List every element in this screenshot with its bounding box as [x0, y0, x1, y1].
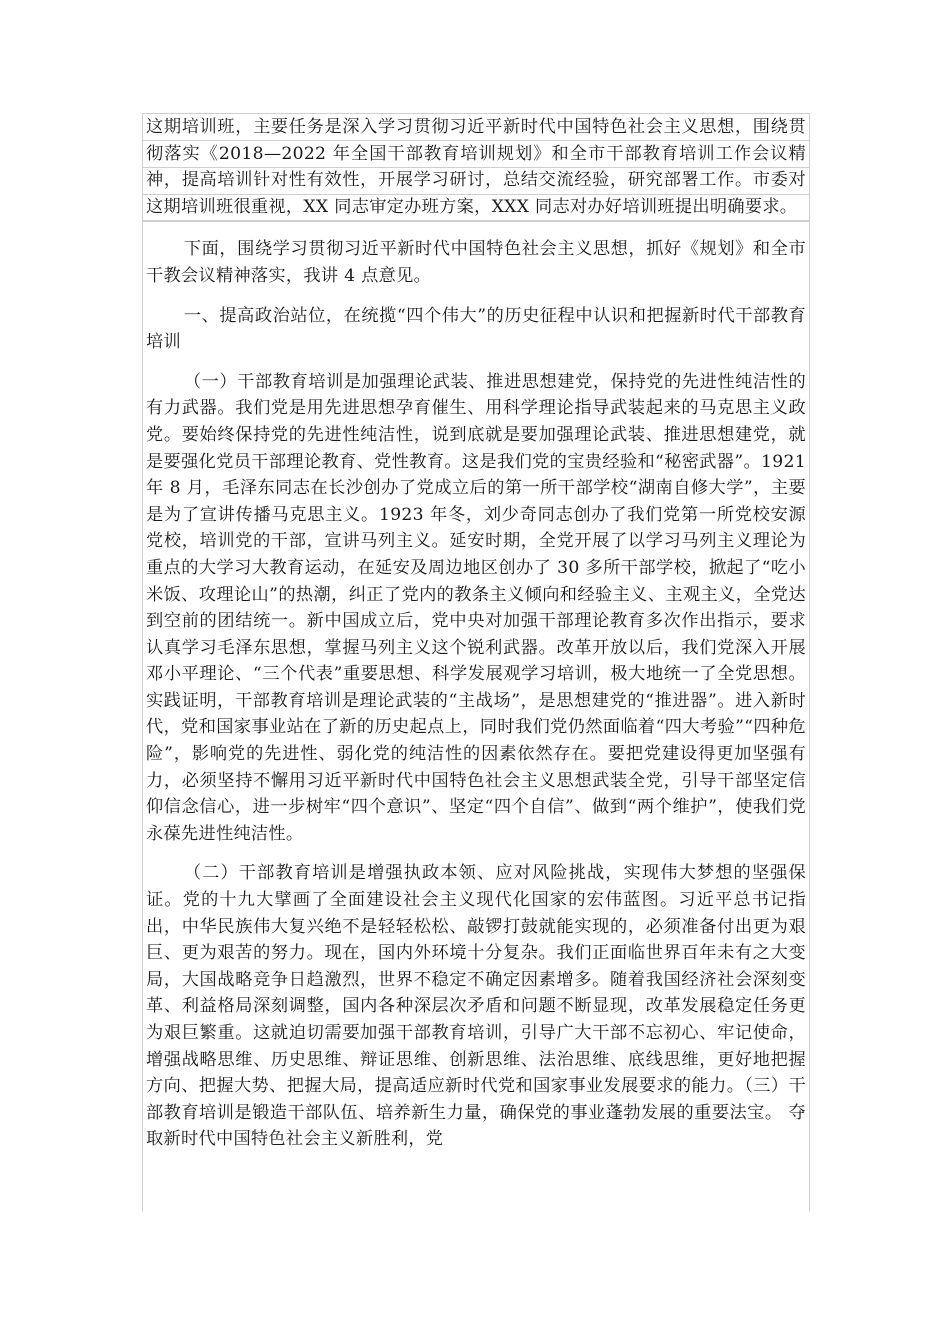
- paragraph: （二）干部教育培训是增强执政本领、应对风险挑战，实现伟大梦想的坚强保证。党的十九大擘画了全面建设社会主义现代化国家的宏伟蓝图。习近平总书记指出，中华民族伟大复兴绝不是轻轻松松、敲锣打鼓就能实现的，必须准备付出更为艰巨、更为艰苦的努力。现在，国内外环境十分复杂。我们正面临世界百年未有之大变局，大国战略竞争日趋激烈，世界不稳定不确定因素增多。随着我国经济社会深刻变革、利益格局深刻调整，国内各种深层次矛盾和问题不断显现，改革发展稳定任务更为艰巨繁重。这就迫切需要加强干部教育培训，引导广大干部不忘初心、牢记使命，增强战略思维、历史思维、辩证思维、创新思维、法治思维、底线思维，更好地把握方向、把握大势、把握大局，提高适应新时代党和国家事业发展要求的能力。（三）干部教育培训是锻造干部队伍、培养新生力量，确保党的事业蓬勃发展的重要法宝。 夺取新时代中国特色社会主义新胜利，党: [146, 863, 806, 1150]
- table-rule: [143, 167, 809, 168]
- section-heading: 一、提高政治站位，在统揽“四个伟大”的历史征程中认识和把握新时代干部教育培训: [146, 305, 806, 353]
- table-rule: [143, 194, 809, 195]
- document-body: [142, 113, 810, 1211]
- paragraph: （一）干部教育培训是加强理论武装、推进思想建党，保持党的先进性纯洁性的有力武器。我们党是用先进思想孕育催生、用科学理论指导武装起来的马克思主义政党。要始终保持党的先进性纯洁性，说到底就是要加强理论武装、推进思想建党，就是要强化党员干部理论教育、党性教育。这是我们党的宝贵经验和“秘密武器”。1921 年 8 月，毛泽东同志在长沙创办了党成立后的第一所干部学校“湖南自修大学”，主要是为了宣讲传播马克思主义。1923 年冬，刘少奇同志创办了我们党第一所党校安源党校，培训党的干部，宣讲马列主义。延安时期，全党开展了以学习马列主义理论为重点的大学习大教育运动，在延安及周边地区创办了 30 多所干部学校，掀起了“吃小米饭、攻理论山”的热潮，纠正了党内的教条主义倾向和经验主义、主观主义，全党达到空前的团结统一。新中国成立后，党中央对加强干部理论教育多次作出指示，要求认真学习毛泽东思想，掌握马列主义这个锐利武器。改革开放以后，我们党深入开展邓小平理论、“三个代表”重要思想、科学发展观学习培训，极大地统一了全党思想。实践证明，干部教育培训是理论武装的“主战场”，是思想建党的“推进器”。进入新时代，党和国家事业站在了新的历史起点上，同时我们党仍然面临着“四大考验”“四种危险”，影响党的先进性、弱化党的纯洁性的因素依然存在。要把党建设得更加坚强有力，必须坚持不懈用习近平新时代中国特色社会主义思想武装全党，引导干部坚定信仰信念信心，进一步树牢“四个意识”、坚定“四个自信”、做到“两个维护”，使我们党永葆先进性纯洁性。: [146, 371, 806, 844]
- paragraph: 下面，围绕学习贯彻习近平新时代中国特色社会主义思想，抓好《规划》和全市干教会议精神落实，我讲 4 点意见。: [146, 239, 806, 286]
- paragraph: 这期培训班，主要任务是深入学习贯彻习近平新时代中国特色社会主义思想，围绕贯彻落实《2018—2022 年全国干部教育培训规划》和全市干部教育培训工作会议精神，提高培训针对性有效性，开展学习研讨，总结交流经验，研究部署工作。市委对这期培训班很重视，XX 同志审定办班方案，XXX 同志对办好培训班提出明确要求。: [146, 117, 806, 217]
- table-rule: [143, 221, 809, 222]
- opening-paragraph-block: [143, 113, 809, 221]
- table-rule: [143, 140, 809, 141]
